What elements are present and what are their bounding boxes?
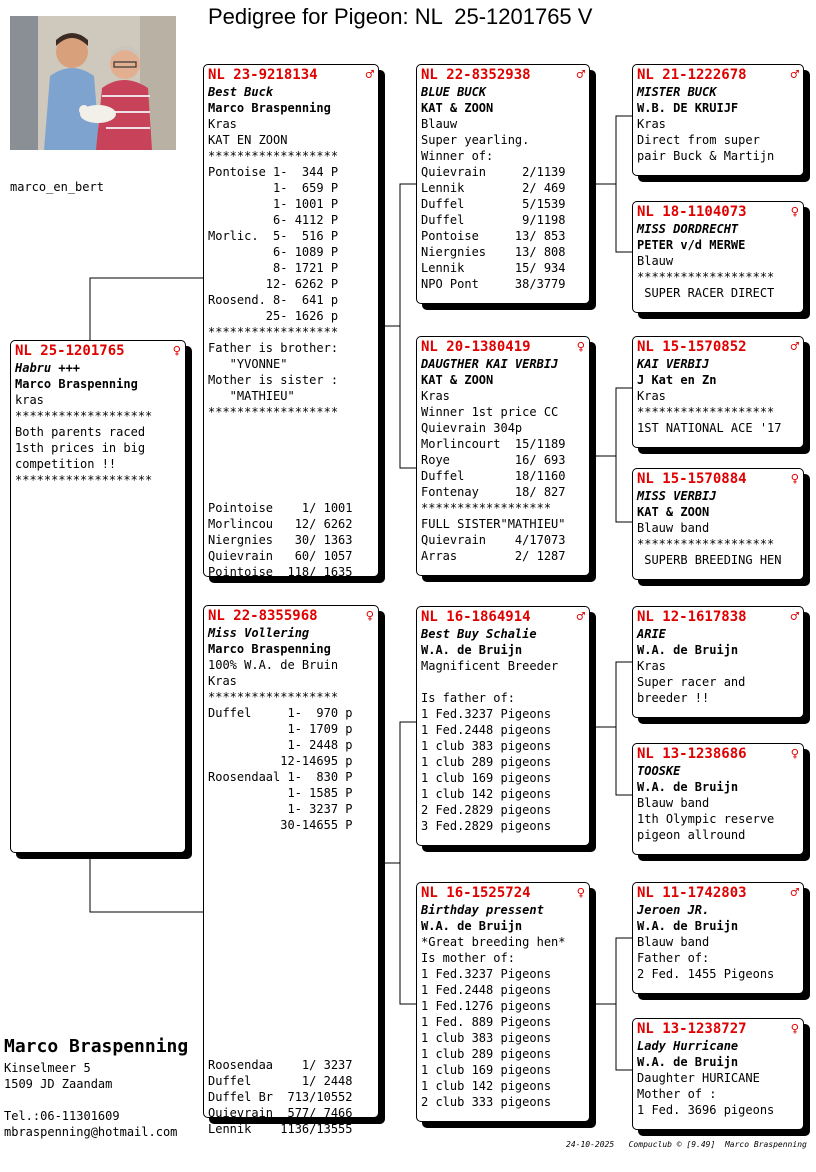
info-line: ****************** — [208, 690, 339, 704]
info-line: 1- 3237 P — [208, 802, 353, 816]
ring-number: NL 11-1742803 — [637, 885, 747, 901]
pigeon-name: ARIE — [637, 627, 666, 641]
pigeon-card-root[interactable] — [10, 340, 186, 853]
info-line: Is father of: — [421, 691, 515, 705]
pigeon-card-dam-dam-sire[interactable] — [632, 882, 804, 994]
ring-number: NL 16-1525724 — [421, 885, 531, 901]
info-line: ******************* — [637, 537, 775, 551]
pigeon-name: TOOSKE — [637, 764, 681, 778]
pigeon-name: MISS DORDRECHT — [637, 222, 739, 236]
pigeon-card-sire-sire[interactable] — [416, 64, 590, 304]
info-line: Quievrain 4/17073 — [421, 533, 566, 547]
male-icon: ♂ — [790, 339, 799, 355]
info-line: ******************* — [15, 409, 153, 423]
info-line: Quievrain 2/1139 — [421, 165, 566, 179]
info-line: SUPER RACER DIRECT — [637, 286, 775, 300]
female-icon: ♀ — [790, 1021, 799, 1037]
info-line: Fontenay 18/ 827 — [421, 485, 566, 499]
owner-contact — [4, 1060, 177, 1140]
info-line: 6- 1089 P — [208, 245, 339, 259]
info-line — [208, 468, 374, 484]
female-icon: ♀ — [576, 339, 585, 355]
info-line — [208, 420, 374, 436]
pigeon-card-dam-sire[interactable] — [416, 606, 590, 846]
info-line: 1 Fed.2448 pigeons — [421, 723, 552, 737]
male-icon: ♂ — [576, 67, 585, 83]
info-line: Father is brother: — [208, 341, 339, 355]
breeder-name: W.A. de Bruijn — [637, 1055, 739, 1069]
pigeon-name: Habru +++ — [15, 361, 81, 375]
info-line: Morlincourt 15/1189 — [421, 437, 566, 451]
pigeon-name: Best Buy Schalie — [421, 627, 537, 641]
ring-number: NL 18-1104073 — [637, 204, 747, 220]
pigeon-card-sire-sire-dam[interactable] — [632, 201, 804, 313]
info-line: competition !! — [15, 457, 117, 471]
info-line: 12-14695 p — [208, 754, 353, 768]
pigeon-card-dam-sire-dam[interactable] — [632, 743, 804, 855]
ring-number: NL 25-1201765 — [15, 343, 125, 359]
info-line — [208, 849, 374, 865]
info-line: 1- 659 P — [208, 181, 339, 195]
page-title: Pedigree for Pigeon: NL 25-1201765 V — [208, 4, 593, 29]
info-line: 6- 4112 P — [208, 213, 339, 227]
info-line: Roosendaa 1/ 3237 — [208, 1058, 353, 1072]
pigeon-name: Miss Vollering — [208, 626, 310, 640]
pigeon-card-dam-sire-sire[interactable] — [632, 606, 804, 718]
info-line: Quievrain 60/ 1057 — [208, 549, 353, 563]
female-icon: ♀ — [790, 746, 799, 762]
info-line — [208, 961, 374, 977]
info-line: pigeon allround — [637, 828, 746, 842]
info-line: Blauw — [637, 254, 674, 268]
info-line: 1 Fed.3237 Pigeons — [421, 707, 552, 721]
ring-number: NL 15-1570852 — [637, 339, 747, 355]
info-line: Kras — [637, 659, 666, 673]
info-line: Blauw band — [637, 796, 710, 810]
info-line: 1ST NATIONAL ACE '17 — [637, 421, 782, 435]
ring-number: NL 21-1222678 — [637, 67, 747, 83]
male-icon: ♂ — [790, 67, 799, 83]
female-icon: ♀ — [172, 343, 181, 359]
owner-email[interactable]: mbraspenning@hotmail.com — [4, 1125, 178, 1139]
info-line — [208, 833, 374, 849]
info-line: 1 Fed.3237 Pigeons — [421, 967, 552, 981]
info-line: Both parents raced — [15, 425, 146, 439]
ring-number: NL 15-1570884 — [637, 471, 747, 487]
female-icon: ♀ — [365, 608, 374, 624]
info-line: 1 Fed. 889 Pigeons — [421, 1015, 552, 1029]
info-line: Lennik 2/ 469 — [421, 181, 566, 195]
info-line: 1 club 289 pigeons — [421, 1047, 552, 1061]
info-line: 30-14655 P — [208, 818, 353, 832]
info-line: ******************* — [637, 270, 775, 284]
breeder-name: KAT & ZOON — [637, 505, 710, 519]
info-line: Arras 2/ 1287 — [421, 549, 566, 563]
ring-number: NL 12-1617838 — [637, 609, 747, 625]
info-line — [208, 977, 374, 993]
info-line: Lennik 1136/13555 — [208, 1122, 353, 1136]
female-icon: ♀ — [790, 471, 799, 487]
info-line: Winner 1st price CC — [421, 405, 559, 419]
pigeon-card-sire-dam-dam[interactable] — [632, 468, 804, 580]
info-line: breeder !! — [637, 691, 710, 705]
info-line: Magnificent Breeder — [421, 659, 559, 673]
pigeon-name: Jeroen JR. — [637, 903, 710, 917]
male-icon: ♂ — [365, 67, 374, 83]
pigeon-name: Lady Hurricane — [637, 1039, 739, 1053]
pigeon-card-sire-dam[interactable] — [416, 336, 590, 576]
owner-city-line: 1509 JD Zaandam — [4, 1077, 113, 1091]
info-line: 1- 1709 p — [208, 722, 353, 736]
info-line: Father of: — [637, 951, 710, 965]
info-line — [208, 881, 374, 897]
info-line: Mother of : — [637, 1087, 717, 1101]
info-line: ******************* — [637, 405, 775, 419]
info-line: Duffel 1/ 2448 — [208, 1074, 353, 1088]
breeder-name: KAT & ZOON — [421, 373, 494, 387]
info-line: 12- 6262 P — [208, 277, 339, 291]
info-line: Roosend. 8- 641 p — [208, 293, 339, 307]
info-line: 100% W.A. de Bruin — [208, 658, 339, 672]
ring-number: NL 13-1238686 — [637, 746, 747, 762]
info-line: 1- 1001 P — [208, 197, 339, 211]
info-line: 25- 1626 p — [208, 309, 339, 323]
male-icon: ♂ — [576, 609, 585, 625]
info-line: *Great breeding hen* — [421, 935, 566, 949]
owner-name: Marco Braspenning — [4, 1036, 189, 1057]
owner-spacer — [4, 1092, 177, 1108]
info-line: ******************* — [15, 473, 153, 487]
breeder-name: PETER v/d MERWE — [637, 238, 746, 252]
info-line: 1sth prices in big — [15, 441, 146, 455]
pigeon-name: MISTER BUCK — [637, 85, 717, 99]
info-line: Kras — [208, 117, 237, 131]
breeder-name: J Kat en Zn — [637, 373, 717, 387]
info-line: Roye 16/ 693 — [421, 453, 566, 467]
info-line: 2 Fed. 1455 Pigeons — [637, 967, 775, 981]
info-line: ****************** — [208, 149, 339, 163]
info-line — [208, 484, 374, 500]
info-line: Niergnies 30/ 1363 — [208, 533, 353, 547]
print-footer: 24-10-2025 Compuclub © [9.49] Marco Braspenning — [566, 1140, 807, 1149]
info-line: Pontoise 13/ 853 — [421, 229, 566, 243]
info-line — [208, 452, 374, 468]
ring-number: NL 20-1380419 — [421, 339, 531, 355]
info-line: Winner of: — [421, 149, 494, 163]
info-line: 1 club 383 pigeons — [421, 1031, 552, 1045]
breeder-name: W.A. de Bruijn — [637, 919, 739, 933]
info-line: pair Buck & Martijn — [637, 149, 775, 163]
breeder-name: W.A. de Bruijn — [421, 919, 523, 933]
info-line: 1 club 142 pigeons — [421, 787, 552, 801]
info-line: Duffel Br 713/10552 — [208, 1090, 353, 1104]
info-line: 1 Fed.2448 pigeons — [421, 983, 552, 997]
info-line: Quievrain 577/ 7466 — [208, 1106, 353, 1120]
info-line: ****************** — [208, 325, 339, 339]
info-line: Blauw band — [637, 521, 710, 535]
info-line: 1 club 289 pigeons — [421, 755, 552, 769]
info-line: Morlincou 12/ 6262 — [208, 517, 353, 531]
info-line: SUPERB BREEDING HEN — [637, 553, 782, 567]
info-line: Lennik 15/ 934 — [421, 261, 566, 275]
male-icon: ♂ — [790, 609, 799, 625]
owner-address-line: Kinselmeer 5 — [4, 1061, 91, 1075]
info-line: Duffel 5/1539 — [421, 197, 566, 211]
breeder-name: W.B. DE KRUIJF — [637, 101, 739, 115]
info-line: 1 Fed. 3696 pigeons — [637, 1103, 775, 1117]
info-line — [208, 945, 374, 961]
info-line: Super racer and — [637, 675, 746, 689]
pigeon-name: Best Buck — [208, 85, 274, 99]
info-line — [208, 1025, 374, 1041]
info-line: 1- 2448 p — [208, 738, 353, 752]
info-line: FULL SISTER"MATHIEU" — [421, 517, 566, 531]
pigeon-card-dam-dam-dam[interactable] — [632, 1018, 804, 1130]
breeder-name: KAT & ZOON — [421, 101, 494, 115]
info-line — [208, 897, 374, 913]
info-line: "MATHIEU" — [208, 389, 295, 403]
info-line — [208, 1009, 374, 1025]
info-line: Quievrain 304p — [421, 421, 523, 435]
info-line: Mother is sister : — [208, 373, 339, 387]
info-line: Blauw — [421, 117, 458, 131]
info-line — [208, 993, 374, 1009]
breeder-name: W.A. de Bruijn — [637, 780, 739, 794]
pigeon-card-dam[interactable] — [203, 605, 379, 1136]
info-line: 1 club 142 pigeons — [421, 1079, 552, 1093]
info-line: Is mother of: — [421, 951, 515, 965]
info-line: Blauw band — [637, 935, 710, 949]
info-line: KAT EN ZOON — [208, 133, 288, 147]
photo-caption: marco_en_bert — [10, 180, 104, 194]
breeder-name: Marco Braspenning — [208, 642, 331, 656]
pigeon-name: BLUE BUCK — [421, 85, 487, 99]
info-line: Niergnies 13/ 808 — [421, 245, 566, 259]
info-line: Kras — [637, 117, 666, 131]
info-line: kras — [15, 393, 44, 407]
info-line: 8- 1721 P — [208, 261, 339, 275]
info-line: Daughter HURICANE — [637, 1071, 760, 1085]
info-line: "YVONNE" — [208, 357, 288, 371]
info-line: Morlic. 5- 516 P — [208, 229, 339, 243]
ring-number: NL 13-1238727 — [637, 1021, 747, 1037]
info-line: Super yearling. — [421, 133, 530, 147]
info-line: 2 club 333 pigeons — [421, 1095, 552, 1109]
female-icon: ♀ — [576, 885, 585, 901]
pigeon-card-sire[interactable] — [203, 64, 379, 577]
info-line: Kras — [208, 674, 237, 688]
info-line: 1 Fed.1276 pigeons — [421, 999, 552, 1013]
owner-phone: Tel.:06-11301609 — [4, 1109, 120, 1123]
breeder-name: Marco Braspenning — [208, 101, 331, 115]
info-line: Pointoise 118/ 1635 — [208, 565, 353, 579]
info-line: 1- 1585 P — [208, 786, 353, 800]
ring-number: NL 23-9218134 — [208, 67, 318, 83]
pigeon-card-sire-dam-sire[interactable] — [632, 336, 804, 448]
info-line — [208, 436, 374, 452]
info-line: Direct from super — [637, 133, 760, 147]
info-line — [208, 913, 374, 929]
info-line — [208, 865, 374, 881]
info-line: 1 club 383 pigeons — [421, 739, 552, 753]
info-line: Pointoise 1/ 1001 — [208, 501, 353, 515]
info-line: Duffel 1- 970 p — [208, 706, 353, 720]
info-line: NPO Pont 38/3779 — [421, 277, 566, 291]
info-line: 1 club 169 pigeons — [421, 1063, 552, 1077]
info-line: 1 club 169 pigeons — [421, 771, 552, 785]
breeder-name: W.A. de Bruijn — [421, 643, 523, 657]
info-line: 3 Fed.2829 pigeons — [421, 819, 552, 833]
ring-number: NL 22-8352938 — [421, 67, 531, 83]
info-line: Pontoise 1- 344 P — [208, 165, 339, 179]
pigeon-card-sire-sire-sire[interactable] — [632, 64, 804, 176]
pigeon-card-dam-dam[interactable] — [416, 882, 590, 1122]
info-line: Kras — [637, 389, 666, 403]
pigeon-name: KAI VERBIJ — [637, 357, 710, 371]
info-line: ****************** — [208, 405, 339, 419]
info-line: Duffel 9/1198 — [421, 213, 566, 227]
info-line: Roosendaal 1- 830 P — [208, 770, 353, 784]
breeder-name: W.A. de Bruijn — [637, 643, 739, 657]
info-line — [208, 1041, 374, 1057]
info-line — [208, 929, 374, 945]
info-line: 1th Olympic reserve — [637, 812, 775, 826]
info-line: ****************** — [421, 501, 552, 515]
pigeon-name: MISS VERBIJ — [637, 489, 717, 503]
female-icon: ♀ — [790, 204, 799, 220]
ring-number: NL 22-8355968 — [208, 608, 318, 624]
info-line — [421, 674, 585, 690]
info-line: 2 Fed.2829 pigeons — [421, 803, 552, 817]
pigeon-name: DAUGTHER KAI VERBIJ — [421, 357, 559, 371]
ring-number: NL 16-1864914 — [421, 609, 531, 625]
pigeon-name: Birthday pressent — [421, 903, 544, 917]
info-line: Duffel 18/1160 — [421, 469, 566, 483]
male-icon: ♂ — [790, 885, 799, 901]
breeder-name: Marco Braspenning — [15, 377, 138, 391]
info-line: Kras — [421, 389, 450, 403]
